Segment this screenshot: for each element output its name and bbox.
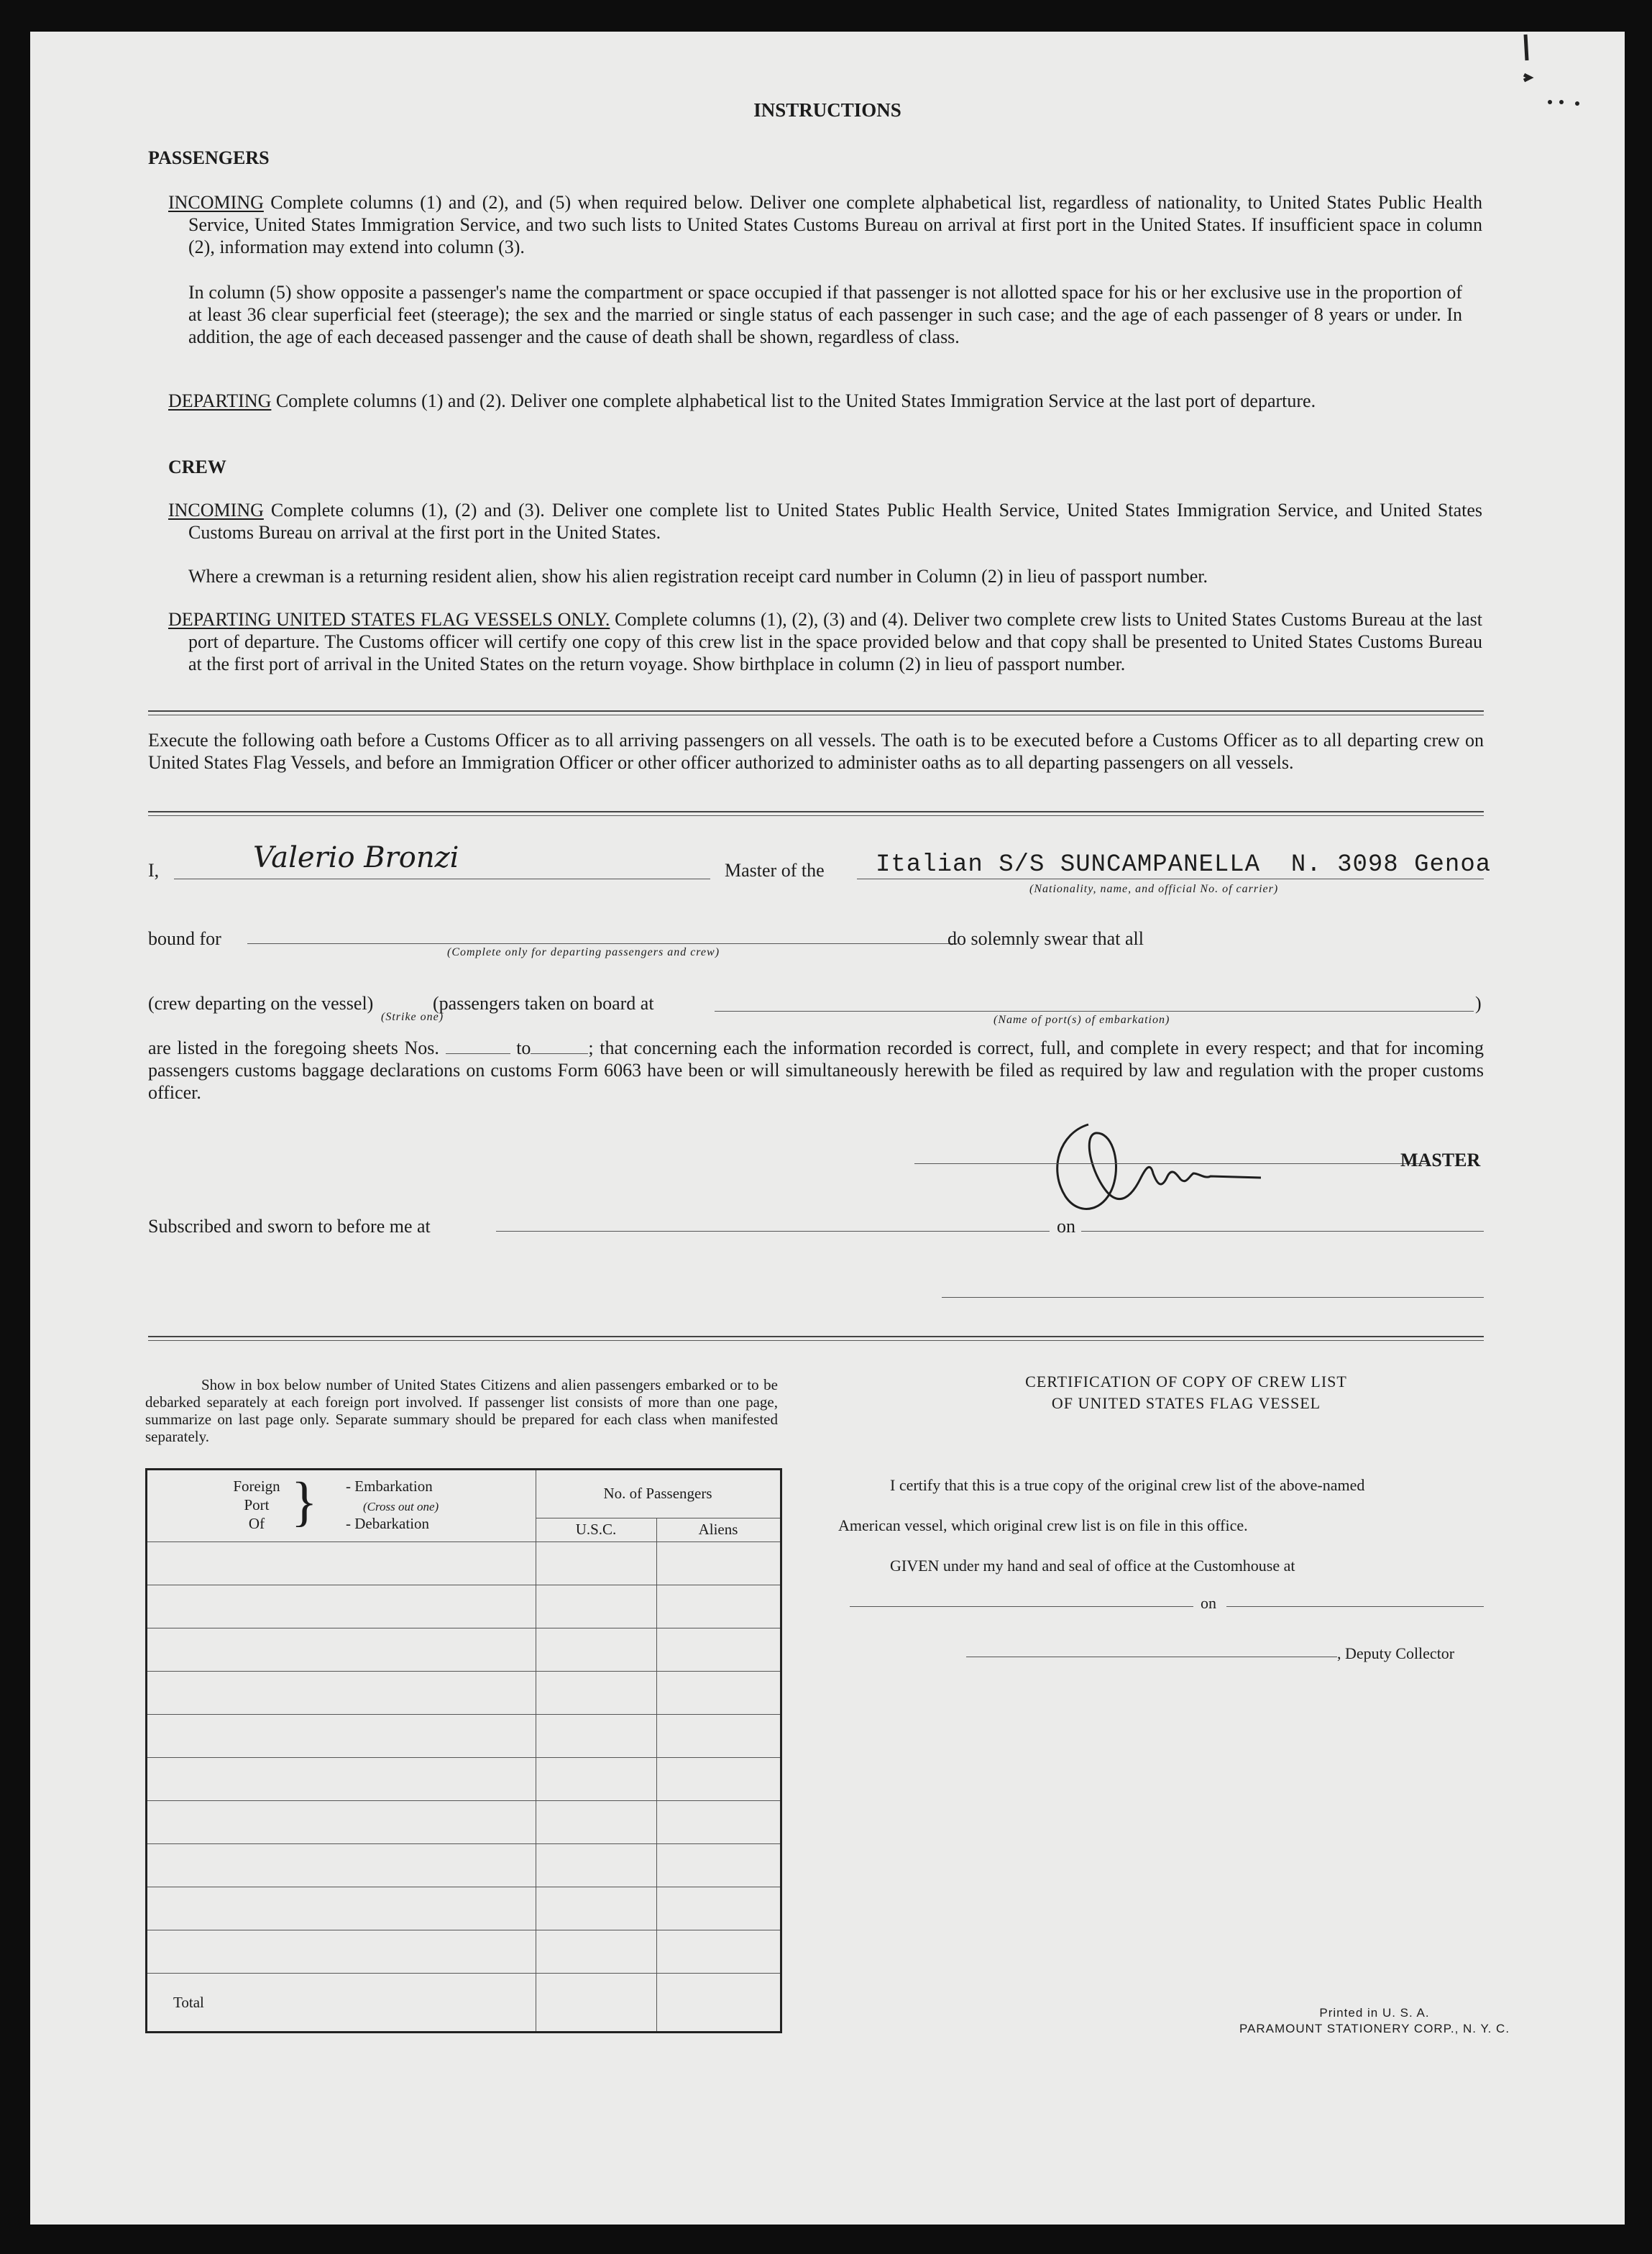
oath-divider bbox=[148, 811, 1484, 812]
passengers-incoming-paragraph bbox=[168, 191, 1482, 258]
sheets-label-2: to bbox=[516, 1037, 531, 1058]
sheets-to-blank bbox=[531, 1039, 588, 1054]
i-label: I, bbox=[148, 860, 160, 881]
foreign-label: Foreign bbox=[233, 1478, 280, 1495]
total-label: Total bbox=[173, 1994, 204, 2011]
passengers-heading: PASSENGERS bbox=[148, 147, 270, 168]
bound-for-label: bound for bbox=[148, 928, 221, 949]
bound-for-line bbox=[247, 943, 958, 944]
instructions-title: INSTRUCTIONS bbox=[753, 99, 901, 121]
cross-out-one-label: (Cross out one) bbox=[363, 1500, 439, 1513]
table-col-divider-2 bbox=[656, 1518, 657, 2031]
lower-divider-thin bbox=[148, 1340, 1484, 1341]
master-label: MASTER bbox=[1400, 1150, 1481, 1170]
master-signature-mark bbox=[1045, 1104, 1311, 1227]
brace-glyph: } bbox=[291, 1472, 318, 1532]
table-row-line bbox=[147, 1714, 780, 1715]
crew-departing-option: (crew departing on the vessel) bbox=[148, 993, 374, 1014]
certify-line-1: I certify that this is a true copy of the original crew list of the above-named bbox=[890, 1476, 1365, 1494]
debarkation-label: - Debarkation bbox=[346, 1515, 430, 1532]
subscribed-date-line bbox=[1081, 1231, 1484, 1232]
embarkation-label: - Embarkation bbox=[346, 1478, 433, 1495]
subscribed-place-line bbox=[496, 1231, 1050, 1232]
printed-in-label: Printed in U. S. A. bbox=[1319, 2006, 1430, 2020]
summary-instructions: Show in box below number of United States Citizens and alien passengers embarked or to be debarked separately at each foreign port involved. If passenger list consists of more than one page, summarize on last page only. Separate summary should be prepared for each class when manifested separately. bbox=[145, 1376, 778, 1445]
usc-header: U.S.C. bbox=[575, 1521, 617, 1538]
sheets-from-blank bbox=[446, 1039, 510, 1054]
passengers-incoming-text: Complete columns (1) and (2), and (5) when required below. Deliver one complete alphabetical list, regardless of nationality, to United States Public Health Service, United States Immigration Service, and two such lists to United States Customs Bureau on arrival at first port in the United States. If insufficient space in column (2), information may extend into column (3). bbox=[188, 192, 1482, 257]
deputy-collector-label: , Deputy Collector bbox=[1337, 1644, 1455, 1662]
oath-divider-thin bbox=[148, 815, 1484, 816]
aliens-header: Aliens bbox=[698, 1521, 738, 1538]
carrier-value: Italian S/S SUNCAMPANELLA N. 3098 Genoa bbox=[876, 851, 1492, 879]
table-row-line bbox=[147, 1843, 780, 1844]
crew-heading: CREW bbox=[168, 457, 226, 477]
table-header-bottom bbox=[147, 1541, 780, 1542]
bound-for-caption: (Complete only for departing passengers and crew) bbox=[447, 946, 720, 958]
passengers-taken-option: (passengers taken on board at bbox=[433, 993, 654, 1014]
subscribed-label: Subscribed and sworn to before me at bbox=[148, 1216, 431, 1237]
crew-incoming-text: Complete columns (1), (2) and (3). Deliver one complete list to United States Public Health Service, United States Immigration Service, and United States Customs Bureau on arrival at the first port in the United States. bbox=[188, 500, 1482, 543]
crew-resident-paragraph: Where a crewman is a returning resident alien, show his alien registration receipt card number in Column (2) in lieu of passport number. bbox=[188, 566, 1208, 587]
passengers-column5-paragraph: In column (5) show opposite a passenger's name the compartment or space occupied if that passenger is not allotted space for his or her exclusive use in the proportion of at least 36 clear superficial feet (steerage); the sex and the married or single status of each passenger in such case; and the age of each passenger of 8 years or under. In addition, the age of each deceased passenger and the cause of death shall be shown, regardless of class. bbox=[188, 282, 1462, 347]
strike-one-caption: (Strike one) bbox=[381, 1011, 444, 1023]
printer-company-label: PARAMOUNT STATIONERY CORP., N. Y. C. bbox=[1239, 2022, 1510, 2035]
section-divider bbox=[148, 710, 1484, 712]
master-signature-line bbox=[914, 1163, 1429, 1164]
master-of-the-label: Master of the bbox=[725, 860, 825, 881]
close-paren: ) bbox=[1475, 993, 1482, 1014]
given-line: GIVEN under my hand and seal of office at the Customhouse at bbox=[890, 1557, 1295, 1575]
passengers-incoming-lead: INCOMING bbox=[168, 192, 264, 213]
of-label: Of bbox=[248, 1515, 265, 1532]
certification-title-2: OF UNITED STATES FLAG VESSEL bbox=[1051, 1394, 1321, 1412]
crew-incoming-lead: INCOMING bbox=[168, 500, 264, 521]
certify-line-2: American vessel, which original crew list is on file in this office. bbox=[838, 1516, 1248, 1534]
crew-incoming-paragraph bbox=[168, 499, 1482, 544]
master-name-signature: Valerio Bronzi bbox=[253, 841, 459, 874]
crew-departing-paragraph bbox=[168, 608, 1482, 675]
subscribed-on-label: on bbox=[1057, 1216, 1075, 1237]
customhouse-line bbox=[850, 1606, 1193, 1607]
edge-mark bbox=[1482, 32, 1597, 118]
document-page bbox=[30, 32, 1625, 2225]
passenger-summary-table bbox=[145, 1468, 782, 2033]
table-row-line bbox=[147, 1973, 780, 1974]
crew-departing-text: Complete columns (1), (2), (3) and (4). Deliver two complete crew lists to United States Customs Bureau at the last port of departure. The Customs officer will certify one copy of this crew list in the space provided below and that copy shall be presented to United States Customs Bureau at the first port of arrival in the United States on the return voyage. Show birthplace in column (2) in lieu of passport number. bbox=[188, 609, 1482, 674]
oath-instructions: Execute the following oath before a Customs Officer as to all arriving passengers on all vessels. The oath is to be executed before a Customs Officer as to all departing crew on United States Flag Vessels, and before an Immigration Officer or other officer authorized to administer oaths as to all departing passengers on all vessels. bbox=[148, 730, 1484, 773]
no-of-passengers-header: No. of Passengers bbox=[603, 1485, 712, 1502]
passengers-departing-text: Complete columns (1) and (2). Deliver one complete alphabetical list to the United States Immigration Service at the last port of departure. bbox=[271, 390, 1316, 411]
sheets-label-1: are listed in the foregoing sheets Nos. bbox=[148, 1037, 439, 1058]
carrier-caption: (Nationality, name, and official No. of carrier) bbox=[1029, 883, 1279, 895]
certification-title-1: CERTIFICATION OF COPY OF CREW LIST bbox=[1025, 1373, 1347, 1391]
table-row-line bbox=[147, 1757, 780, 1758]
sheets-label-3: ; that concerning each the information recorded is correct, full, and complete in every respect; and that for incoming passengers customs baggage declarations on customs Form 6063 have been or will simultaneously herewith be filed as required by law and regulation with the proper customs officer. bbox=[148, 1037, 1484, 1103]
crew-departing-lead: DEPARTING UNITED STATES FLAG VESSELS ONLY. bbox=[168, 609, 610, 630]
table-row-line bbox=[147, 1671, 780, 1672]
cert-date-line bbox=[1226, 1606, 1484, 1607]
cert-on-label: on bbox=[1201, 1594, 1216, 1612]
officer-signature-line bbox=[942, 1297, 1484, 1298]
passengers-departing-paragraph bbox=[168, 390, 1482, 412]
swear-label: do solemnly swear that all bbox=[947, 928, 1144, 949]
passengers-departing-lead: DEPARTING bbox=[168, 390, 272, 411]
port-label: Port bbox=[244, 1496, 270, 1513]
port-line bbox=[715, 1011, 1474, 1012]
port-caption: (Name of port(s) of embarkation) bbox=[994, 1014, 1170, 1026]
sheets-paragraph bbox=[148, 1037, 1484, 1104]
table-row-line bbox=[147, 1800, 780, 1801]
lower-divider bbox=[148, 1336, 1484, 1337]
